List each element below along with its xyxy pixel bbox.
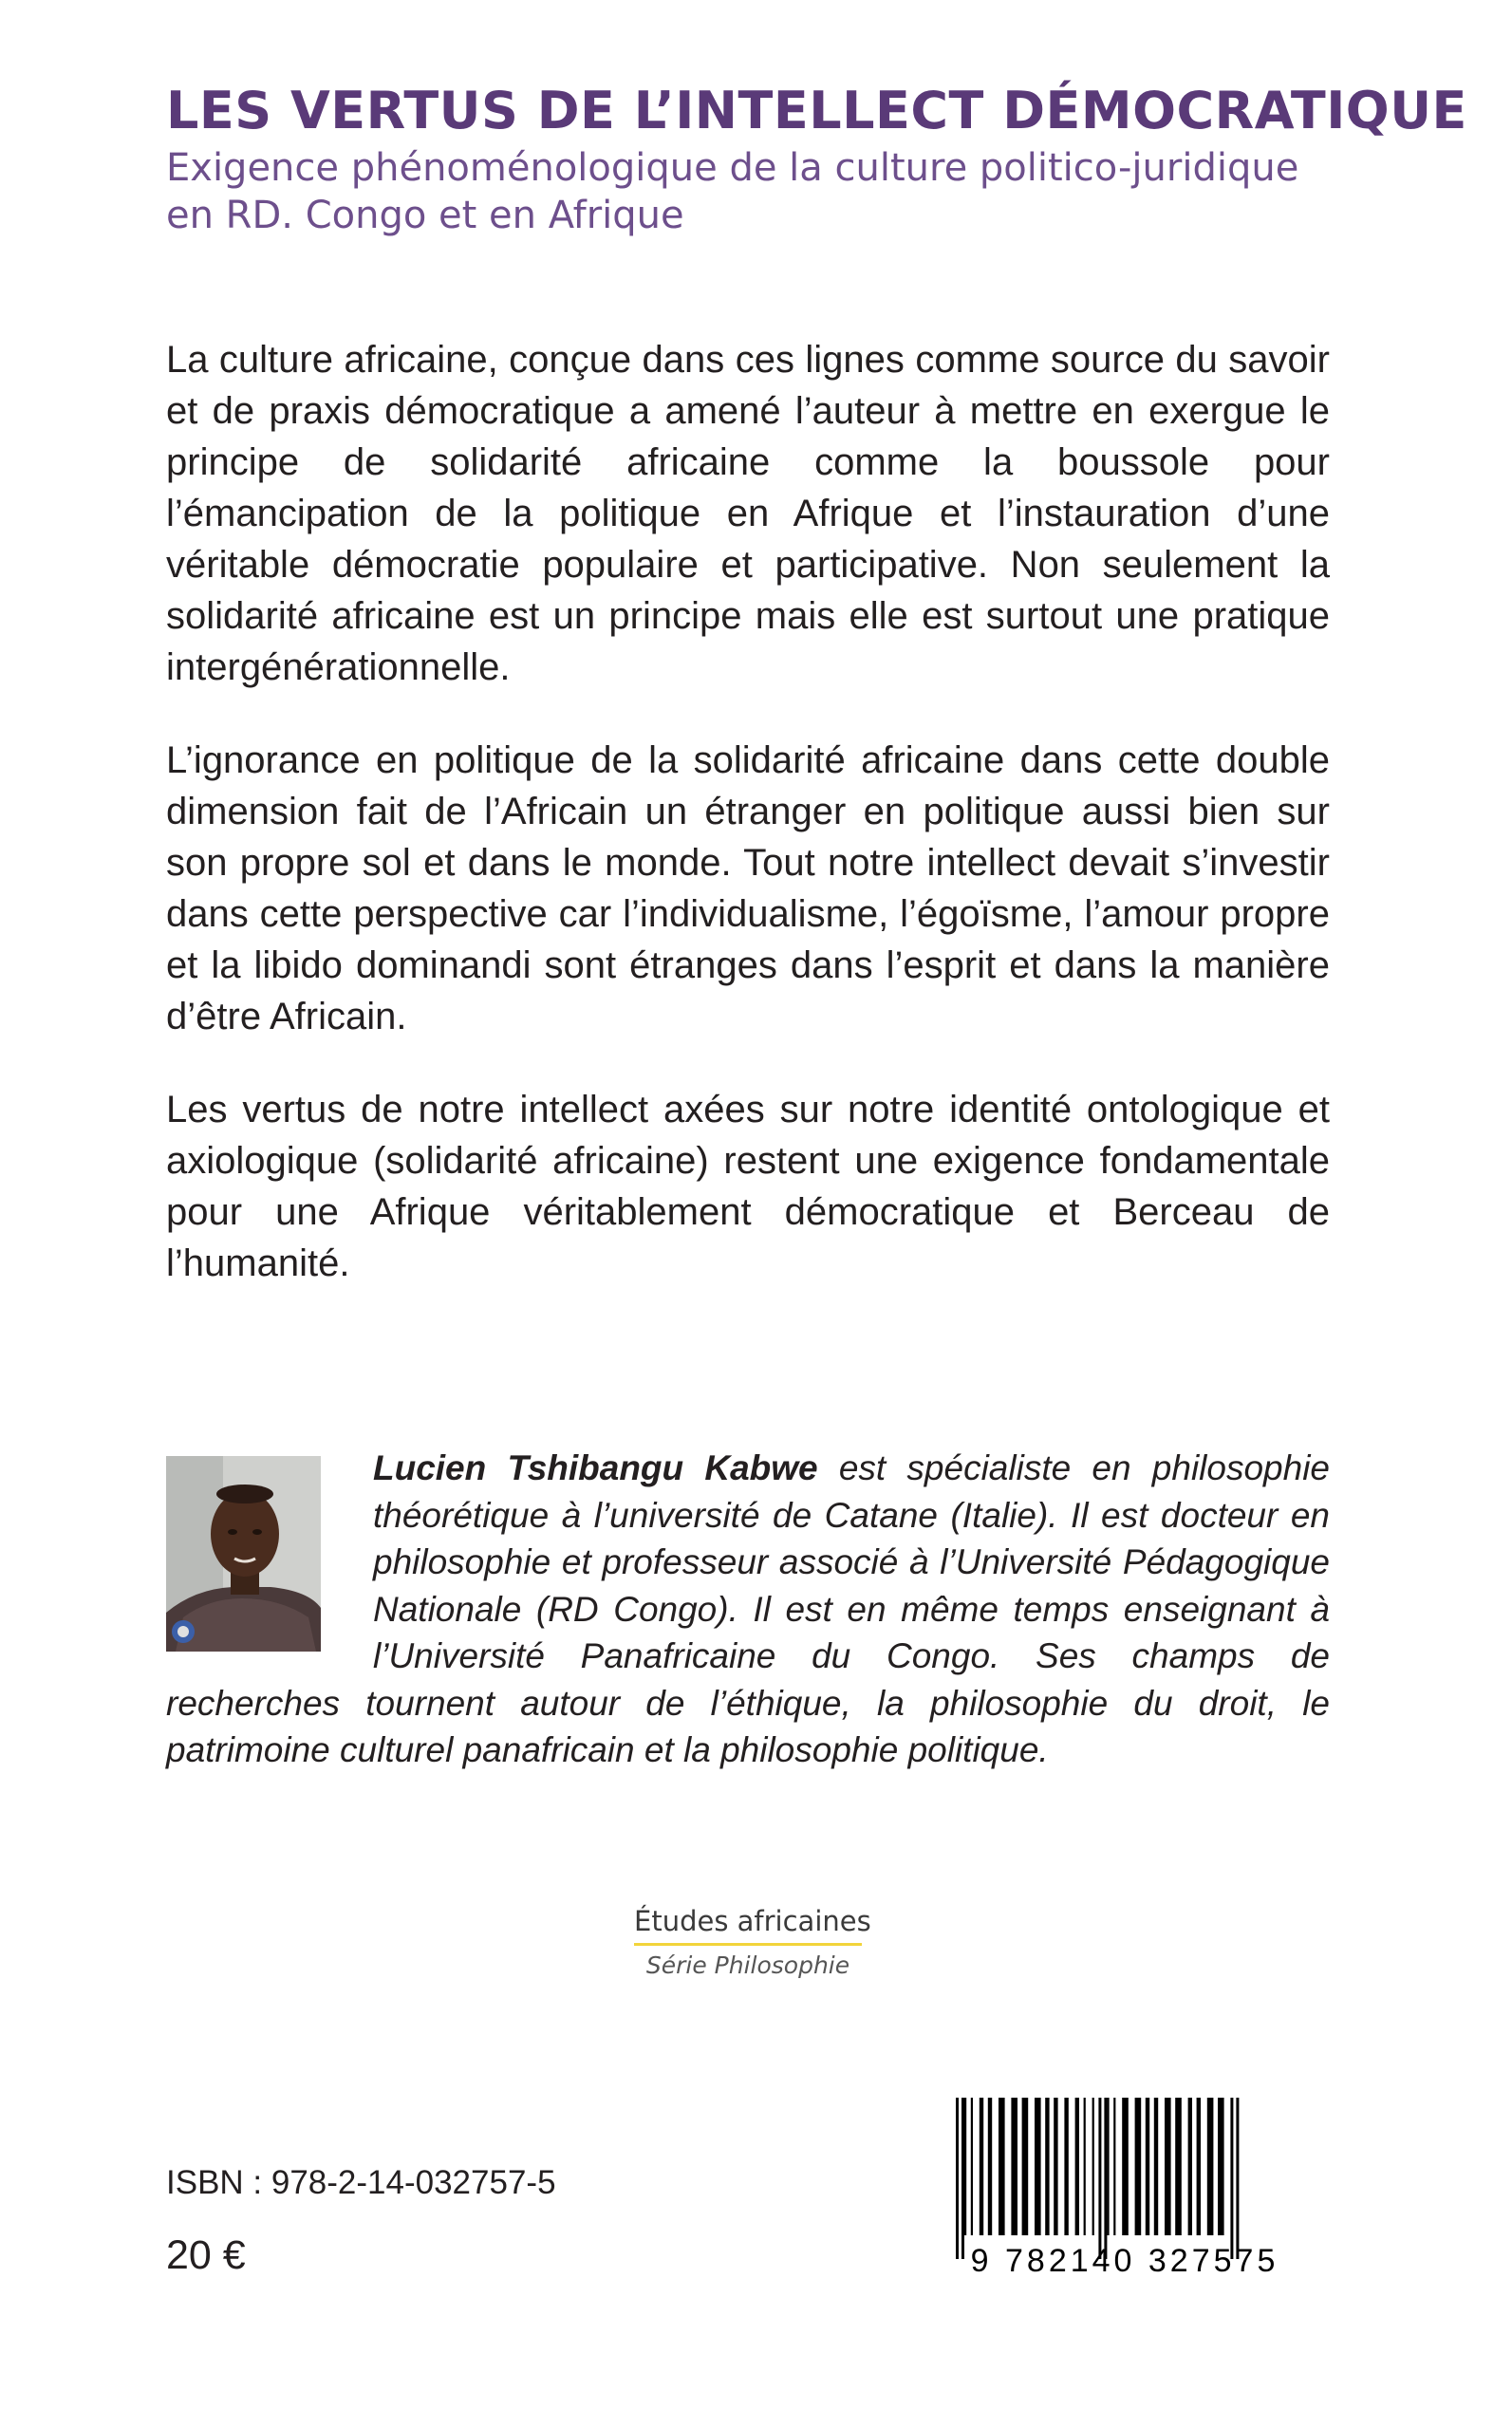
series-logo: [634, 1905, 871, 1979]
barcode-bar: [1218, 2098, 1224, 2235]
author-bio: [166, 1445, 1330, 1774]
barcode-bar: [971, 2098, 973, 2235]
isbn: ISBN : 978-2-14-032757-5: [166, 2164, 556, 2201]
barcode-bar: [1045, 2098, 1049, 2235]
author-name: Lucien Tshibangu Kabwe: [373, 1448, 818, 1487]
barcode-bar: [1084, 2098, 1086, 2235]
author-photo: [166, 1456, 321, 1652]
blurb-paragraph-1: La culture africaine, conçue dans ces lignes comme source du savoir et de praxis démocratique a amené l’auteur à mettre en exergue le principe de solidarité africaine comme la boussole pour l’émancipation de la politique en Afrique et l’instauration d’une véritable démocratie populaire et participative. Non seulement la solidarité africaine est un principe mais elle est surtout une pratique intergénérationnelle.: [166, 339, 1330, 688]
barcode-bar: [1107, 2098, 1109, 2235]
barcode-bar: [1022, 2098, 1029, 2235]
barcode-bar: [999, 2098, 1005, 2235]
barcode-bar: [1113, 2098, 1115, 2235]
barcode-bar: [1197, 2098, 1201, 2235]
barcode-digits: 9 782140 327575: [970, 2243, 1279, 2278]
blurb-paragraph-3: Les vertus de notre intellect axées sur notre identité ontologique et axiologique (solidarité africaine) restent une exigence fondamentale pour une Afrique véritablement démocratique et Berceau de l’humanité.: [166, 1089, 1330, 1284]
barcode-bar: [1146, 2098, 1149, 2235]
barcode-bar: [1122, 2098, 1129, 2235]
series-title: Études africaines: [634, 1905, 862, 1946]
book-title: LES VERTUS DE L’INTELLECT DÉMOCRATIQUE: [166, 81, 1467, 140]
author-description: est spécialiste en philosophie théorétique à l’université de Catane (Italie). Il est docteur en philosophie et professeur associé à l’Université Pédagogique Nationale (RD Congo). Il est en même temps enseignant à l’Université Panafricaine du Congo. Ses champs de recherches tournent autour de l’éthique, la philosophie du droit, le patrimoine culturel panafricain et la philosophie politique.: [166, 1448, 1330, 1769]
barcode-bar: [1075, 2098, 1079, 2235]
series-subtitle: Série Philosophie: [645, 1951, 850, 1979]
barcode-bar: [1064, 2098, 1068, 2235]
barcode-bar: [1207, 2098, 1214, 2235]
blurb-paragraph-2: L’ignorance en politique de la solidarité africaine dans cette double dimension fait de l’Africain un étranger en politique aussi bien sur son propre sol et dans le monde. Tout notre intellect devait s’investir dans cette perspective car l’individualisme, l’égoïsme, l’amour propre et la libido dominandi sont étranges dans l’esprit et dans la manière d’être Africain.: [166, 739, 1330, 1037]
barcode-bar: [1188, 2098, 1192, 2235]
book-subtitle: [166, 144, 1362, 239]
barcode-bar: [1054, 2098, 1057, 2235]
barcode-bar: [1175, 2098, 1182, 2235]
price: 20 €: [166, 2232, 246, 2278]
barcode-bar: [1092, 2098, 1094, 2235]
barcode-bar: [988, 2098, 992, 2235]
barcode-bar: [1154, 2098, 1158, 2235]
barcode-bar: [1035, 2098, 1041, 2235]
barcode: [935, 2098, 1310, 2278]
barcode-bar: [1011, 2098, 1017, 2235]
subtitle-line-1: Exigence phénoménologique de la culture politico-juridique: [166, 146, 1299, 190]
barcode-bar: [980, 2098, 983, 2235]
barcode-bar: [964, 2098, 966, 2235]
barcode-bar: [1165, 2098, 1171, 2235]
subtitle-line-2: en RD. Congo et en Afrique: [166, 194, 684, 237]
blurb: [166, 334, 1330, 1331]
barcode-bar: [1135, 2098, 1142, 2235]
